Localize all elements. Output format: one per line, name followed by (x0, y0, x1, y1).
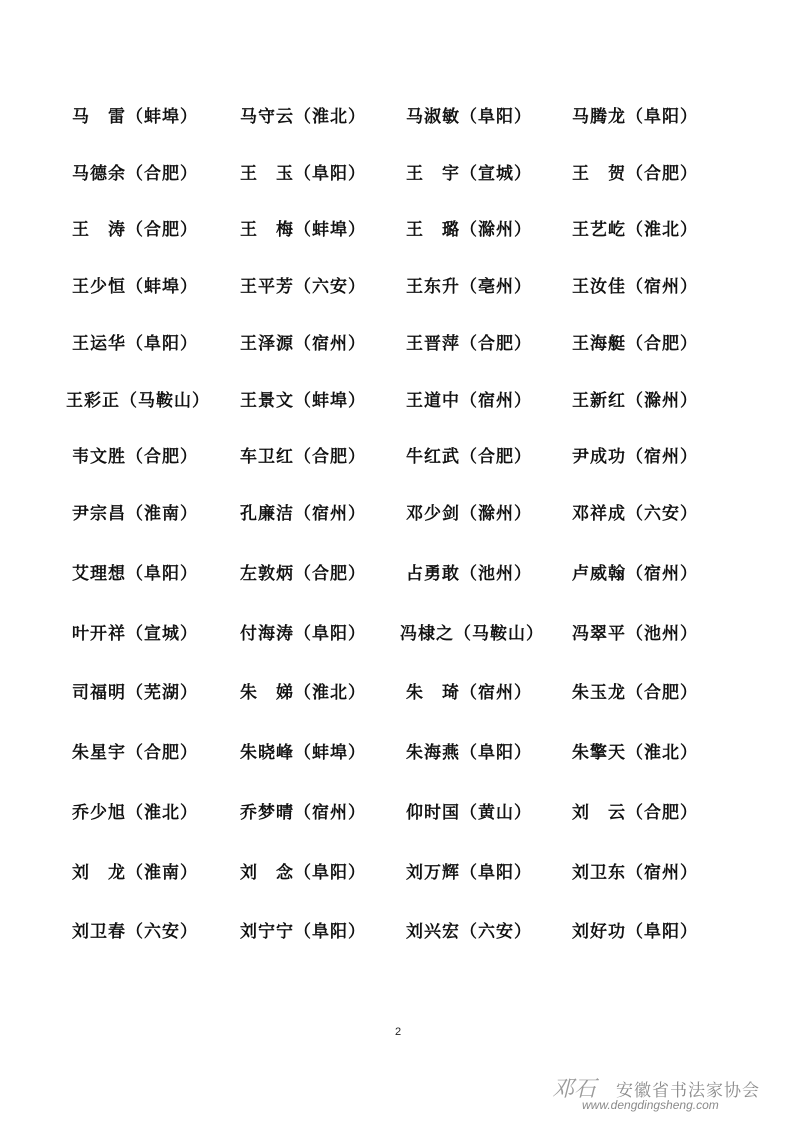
name-entry: 王 涛（合肥） (72, 220, 198, 240)
name-entry: 马 雷（蚌埠） (72, 107, 198, 127)
name-row (0, 497, 796, 531)
name-entry: 占勇敢（池州） (406, 564, 532, 584)
name-entry: 乔梦晴（宿州） (240, 803, 366, 823)
name-entry: 刘兴宏（六安） (406, 922, 532, 942)
name-entry: 王 宇（宣城） (406, 164, 532, 184)
name-entry: 付海涛（阜阳） (240, 624, 366, 644)
name-entry: 牛红武（合肥） (406, 447, 532, 467)
name-row (0, 100, 796, 134)
page-number: 2 (394, 1026, 402, 1038)
name-entry: 王 璐（滁州） (406, 220, 532, 240)
name-row (0, 157, 796, 191)
name-row (0, 213, 796, 247)
name-entry: 朱海燕（阜阳） (406, 743, 532, 763)
name-entry: 孔廉洁（宿州） (240, 504, 366, 524)
name-row (0, 440, 796, 474)
name-row (0, 270, 796, 304)
name-entry: 韦文胜（合肥） (72, 447, 198, 467)
name-entry: 王运华（阜阳） (72, 334, 198, 354)
name-entry: 王海艇（合肥） (572, 334, 698, 354)
name-row (0, 384, 796, 418)
name-entry: 左敦炳（合肥） (240, 564, 366, 584)
name-entry: 冯翠平（池州） (572, 624, 698, 644)
name-entry: 王 贺（合肥） (572, 164, 698, 184)
name-entry: 朱晓峰（蚌埠） (240, 743, 366, 763)
name-row (0, 915, 796, 949)
name-entry: 尹宗昌（淮南） (72, 504, 198, 524)
name-entry: 卢威翰（宿州） (572, 564, 698, 584)
name-entry: 马德余（合肥） (72, 164, 198, 184)
name-entry: 刘 念（阜阳） (240, 863, 366, 883)
name-entry: 王东升（亳州） (406, 277, 532, 297)
name-entry: 王少恒（蚌埠） (72, 277, 198, 297)
name-entry: 王泽源（宿州） (240, 334, 366, 354)
name-entry: 冯棣之（马鞍山） (400, 624, 544, 644)
name-entry: 叶开祥（宣城） (72, 624, 198, 644)
name-entry: 王道中（宿州） (406, 391, 532, 411)
watermark-seal: 邓石 (552, 1077, 597, 1102)
name-entry: 乔少旭（淮北） (72, 803, 198, 823)
name-entry: 王彩正（马鞍山） (66, 391, 210, 411)
name-row (0, 557, 796, 591)
name-entry: 王晋萍（合肥） (406, 334, 532, 354)
name-entry: 刘万辉（阜阳） (406, 863, 532, 883)
name-entry: 仰时国（黄山） (406, 803, 532, 823)
name-entry: 刘宁宁（阜阳） (240, 922, 366, 942)
name-entry: 朱玉龙（合肥） (572, 683, 698, 703)
name-entry: 刘 龙（淮南） (72, 863, 198, 883)
name-entry: 马腾龙（阜阳） (572, 107, 698, 127)
name-entry: 邓祥成（六安） (572, 504, 698, 524)
name-entry: 邓少剑（滁州） (406, 504, 532, 524)
name-entry: 刘好功（阜阳） (572, 922, 698, 942)
name-entry: 朱星宇（合肥） (72, 743, 198, 763)
name-row (0, 617, 796, 651)
name-entry: 艾理想（阜阳） (72, 564, 198, 584)
name-entry: 王 梅（蚌埠） (240, 220, 366, 240)
name-row (0, 796, 796, 830)
name-entry: 马淑敏（阜阳） (406, 107, 532, 127)
name-entry: 王景文（蚌埠） (240, 391, 366, 411)
watermark (552, 1072, 788, 1116)
name-entry: 朱 娣（淮北） (240, 683, 366, 703)
name-entry: 朱擎天（淮北） (572, 743, 698, 763)
name-entry: 王 玉（阜阳） (240, 164, 366, 184)
name-row (0, 736, 796, 770)
name-entry: 王汝佳（宿州） (572, 277, 698, 297)
name-entry: 朱 琦（宿州） (406, 683, 532, 703)
name-entry: 司福明（芜湖） (72, 683, 198, 703)
name-entry: 王新红（滁州） (572, 391, 698, 411)
name-entry: 车卫红（合肥） (240, 447, 366, 467)
watermark-url: www.dengdingsheng.com (582, 1098, 719, 1112)
name-row (0, 856, 796, 890)
name-row (0, 676, 796, 710)
name-entry: 尹成功（宿州） (572, 447, 698, 467)
name-row (0, 327, 796, 361)
name-entry: 刘卫东（宿州） (572, 863, 698, 883)
name-entry: 王平芳（六安） (240, 277, 366, 297)
watermark-title: 安徽省书法家协会 (616, 1081, 760, 1101)
name-entry: 刘 云（合肥） (572, 803, 698, 823)
name-entry: 王艺屹（淮北） (572, 220, 698, 240)
name-entry: 刘卫春（六安） (72, 922, 198, 942)
name-entry: 马守云（淮北） (240, 107, 366, 127)
